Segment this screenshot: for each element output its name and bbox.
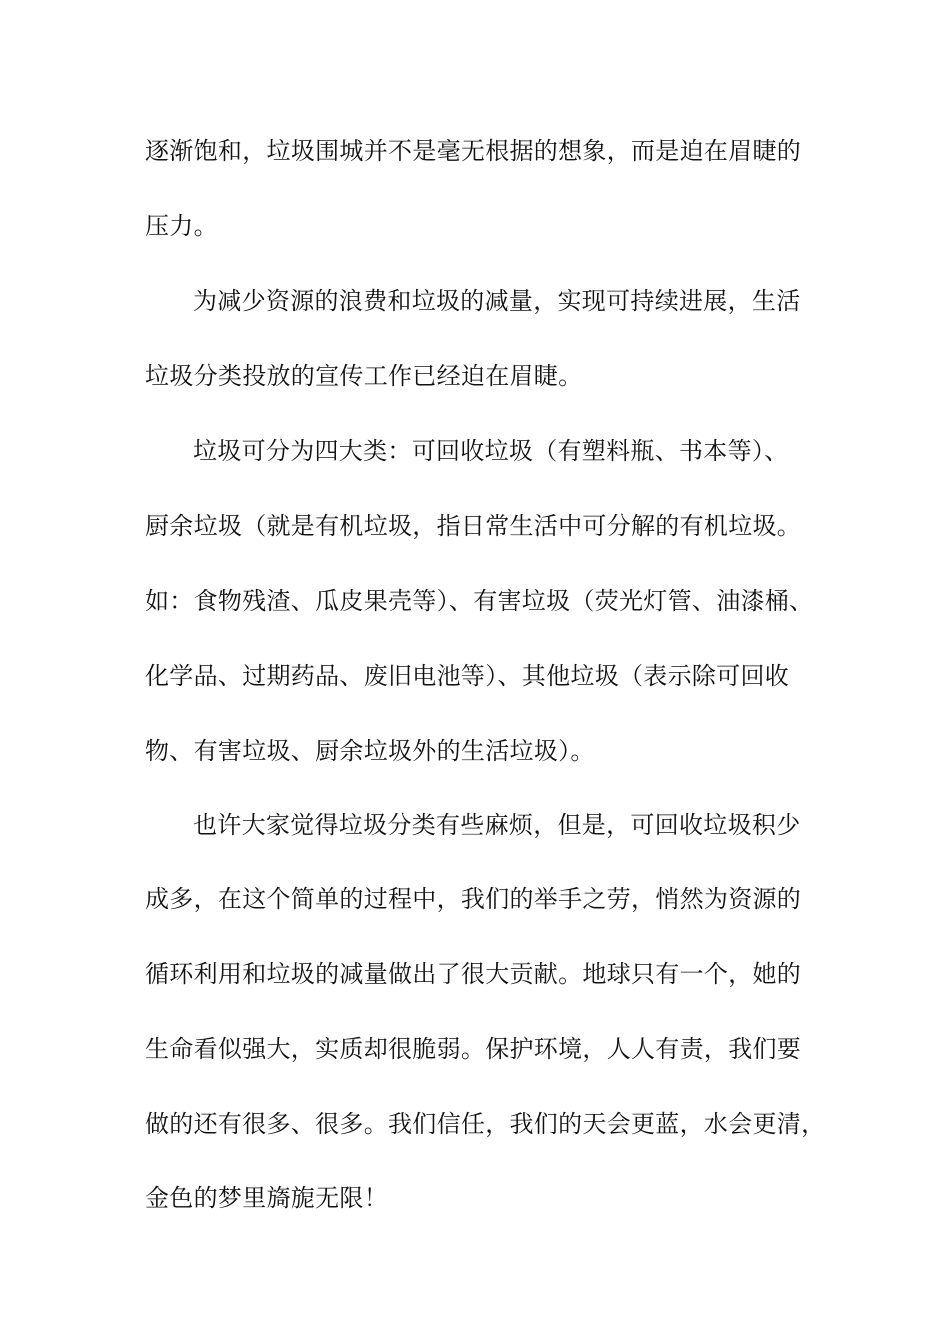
- text-line: 物、有害垃圾、厨余垃圾外的生活垃圾）。: [145, 737, 595, 765]
- text-line: 垃圾分类投放的宣传工作已经迫在眉睫。: [145, 362, 583, 390]
- text-line: 生命看似强大，实质却很脆弱。保护环境，人人有责，我们要: [145, 1035, 802, 1063]
- paragraph-start-line: 垃圾可分为四大类：可回收垃圾（有塑料瓶、书本等）、: [193, 437, 789, 465]
- text-line: 逐渐饱和，垃圾围城并不是毫无根据的想象，而是迫在眉睫的: [145, 137, 802, 165]
- text-line: 压力。: [145, 212, 218, 240]
- text-line: 厨余垃圾（就是有机垃圾，指日常生活中可分解的有机垃圾。: [145, 512, 802, 540]
- paragraph-start-line: 为减少资源的浪费和垃圾的减量，实现可持续进展，生活: [193, 287, 801, 315]
- text-line: 做的还有很多、很多。我们信任，我们的天会更蓝，水会更清，: [145, 1110, 826, 1138]
- text-line: 金色的梦里旖旎无限！: [145, 1184, 388, 1212]
- paragraph-start-line: 也许大家觉得垃圾分类有些麻烦，但是，可回收垃圾积少: [193, 811, 801, 839]
- text-line: 循环利用和垃圾的减量做出了很大贡献。地球只有一个，她的: [145, 960, 802, 988]
- text-line: 成多，在这个简单的过程中，我们的举手之劳，悄然为资源的: [145, 885, 802, 913]
- text-line: 化学品、过期药品、废旧电池等）、其他垃圾（表示除可回收: [145, 662, 790, 690]
- text-line: 如：食物残渣、瓜皮果壳等）、有害垃圾（荧光灯管、油漆桶、: [145, 587, 814, 615]
